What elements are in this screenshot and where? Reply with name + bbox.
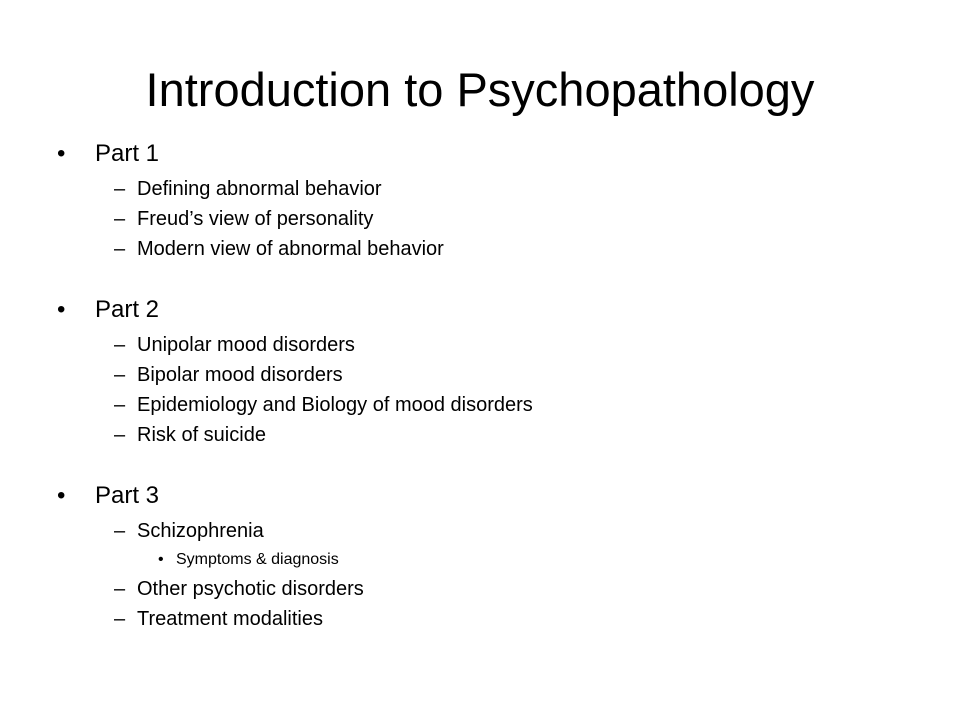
slide-title: Introduction to Psychopathology [145, 63, 815, 116]
dash-icon: – [114, 208, 126, 230]
list-item-label: Schizophrenia [137, 520, 264, 542]
part-2-label: Part 2 [95, 296, 160, 323]
bullet-icon: • [57, 296, 66, 323]
part-3-label: Part 3 [95, 482, 160, 509]
slide-body [0, 134, 960, 660]
dash-icon: – [114, 334, 126, 356]
part-1-heading [0, 134, 960, 174]
dash-icon: – [114, 394, 126, 416]
part-3-section [0, 476, 960, 634]
list-item [0, 330, 960, 360]
list-item-label: Bipolar mood disorders [137, 364, 343, 386]
nested-list-item [0, 546, 960, 574]
part-3-heading [0, 476, 960, 516]
list-item-label: Defining abnormal behavior [137, 178, 382, 200]
dash-icon: – [114, 178, 126, 200]
list-item [0, 204, 960, 234]
dash-icon: – [114, 364, 126, 386]
part-1-section [0, 134, 960, 264]
part-2-heading [0, 290, 960, 330]
list-item-label: Other psychotic disorders [137, 578, 364, 600]
list-item [0, 604, 960, 634]
list-item-label: Treatment modalities [137, 608, 323, 630]
list-item [0, 420, 960, 450]
dash-icon: – [114, 520, 126, 542]
part-2-section [0, 290, 960, 450]
list-item [0, 516, 960, 546]
dash-icon: – [114, 238, 126, 260]
dash-icon: – [114, 424, 126, 446]
part-1-label: Part 1 [95, 140, 160, 167]
dash-icon: – [114, 608, 126, 630]
bullet-icon: • [57, 482, 66, 509]
list-item-label: Freud’s view of personality [137, 208, 374, 230]
list-item-label: Epidemiology and Biology of mood disorders [137, 394, 533, 416]
list-item [0, 174, 960, 204]
list-item [0, 360, 960, 390]
dash-icon: – [114, 578, 126, 600]
list-item [0, 234, 960, 264]
list-item-label: Modern view of abnormal behavior [137, 238, 444, 260]
list-item [0, 574, 960, 604]
bullet-icon: • [158, 551, 164, 568]
list-item-label: Risk of suicide [137, 424, 266, 446]
list-item [0, 390, 960, 420]
list-item-label: Unipolar mood disorders [137, 334, 355, 356]
bullet-icon: • [57, 140, 66, 167]
nested-list-item-label: Symptoms & diagnosis [176, 551, 339, 568]
